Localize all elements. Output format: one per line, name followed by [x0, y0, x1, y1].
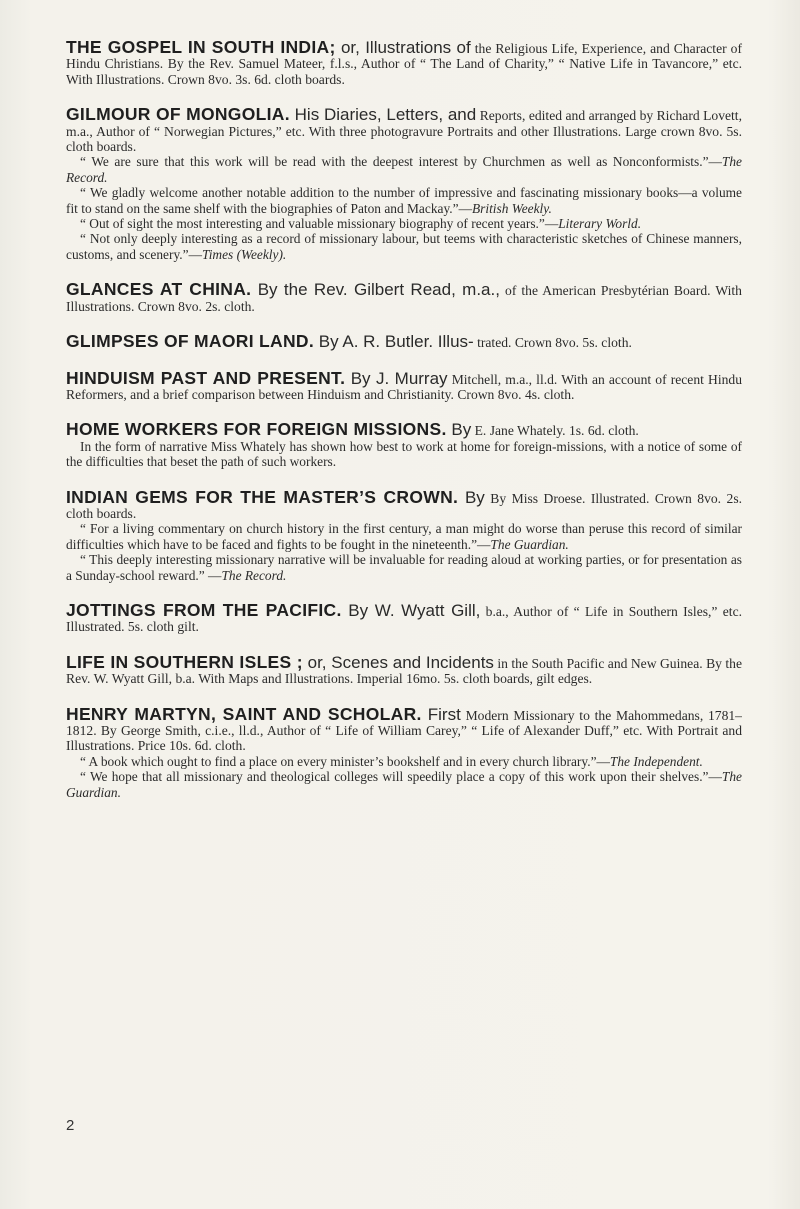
book-title: THE GOSPEL IN SOUTH INDIA;: [66, 37, 336, 57]
book-title: JOTTINGS FROM THE PACIFIC.: [66, 599, 342, 620]
review-source: The Guardian.: [66, 769, 742, 800]
book-description: trated. Crown 8vo. 5s. cloth.: [477, 335, 632, 351]
book-description: E. Jane Whately. 1s. 6d. cloth.: [474, 423, 639, 439]
book-description: the Religious Life, Experience, and Character of Hindu Christians. By the Rev. Samuel Mateer, f.l.s., Author of “ The Land of Charity,” “ Native Life in Tavancore,” etc. With Illustrations. Crown 8vo. 3s. 6d. cloth boards.: [66, 41, 742, 87]
book-description: Reports, edited and arranged by Richard Lovett, m.a., Author of “ Norwegian Pictures,” etc. With three photogravure Portraits and other Illustrations. Large crown 8vo. 5s. cloth boards.: [66, 108, 742, 155]
review-quote: “ For a living commentary on church history in the first century, a man might do worse than peruse this record of similar difficulties which have to be faced and fights to be fought in the nineteenth.”—The Guardian.: [66, 521, 742, 552]
review-quote: “ A book which ought to find a place on every minister’s bookshelf and in every church library.”—The Independent.: [80, 753, 703, 769]
book-entry: [66, 367, 743, 403]
book-subtitle: By A. R. Butler. Illus-: [314, 332, 474, 352]
review-source: The Record.: [221, 567, 287, 583]
page-number: 2: [66, 1117, 75, 1134]
review-source: The Record.: [66, 154, 742, 185]
book-subtitle: His Diaries, Letters, and: [289, 105, 477, 125]
book-subtitle: By W. Wyatt Gill,: [341, 600, 481, 620]
book-title: GLANCES AT CHINA.: [66, 279, 252, 300]
review-quote: “ We are sure that this work will be read with the deepest interest by Churchmen as well as Nonconformists.”—The Record.: [66, 154, 742, 185]
book-entry: [66, 419, 742, 470]
book-subtitle: By: [458, 487, 485, 507]
book-entry: [66, 37, 742, 87]
book-title: HOME WORKERS FOR FOREIGN MISSIONS.: [66, 419, 447, 440]
review-quote: “ Out of sight the most interesting and valuable missionary biography of recent years.”—Literary World.: [80, 216, 642, 232]
book-subtitle: or, Illustrations of: [335, 38, 471, 57]
book-subtitle: First: [421, 704, 461, 724]
book-title: INDIAN GEMS FOR THE MASTER’S CROWN.: [66, 486, 459, 507]
book-description: Modern Missionary to the Mahommedans, 1781–1812. By George Smith, c.i.e., ll.d., Author of “ Life of William Carey,” “ Life of Alexander Duff,” etc. With Portrait and Illustrations. Price 10s. 6d. cloth.: [66, 707, 742, 754]
book-description: in the South Pacific and New Guinea. By the Rev. W. Wyatt Gill, b.a. With Maps and Illustrations. Imperial 16mo. 5s. cloth boards, gilt edges.: [66, 655, 742, 687]
book-title: HINDUISM PAST AND PRESENT.: [66, 367, 346, 388]
review-source: The Guardian.: [490, 536, 569, 552]
book-description: b.a., Author of “ Life in Southern Isles,” etc. Illustrated. 5s. cloth gilt.: [66, 603, 742, 635]
review-quote: “ We gladly welcome another notable addition to the number of impressive and fascinating missionary books—a volume fit to stand on the same shelf with the biographies of Paton and Mackay.”—British Weekly.: [66, 185, 742, 216]
book-subtitle: By J. Murray: [345, 368, 448, 388]
review-quote: “ This deeply interesting missionary narrative will be invaluable for reading aloud at working parties, or for presentation as a Sunday-school reward.” —The Record.: [66, 552, 742, 583]
review-quote: In the form of narrative Miss Whately has shown how best to work at home for foreign-missions, with a notice of some of the difficulties that beset the path of such workers.: [66, 438, 742, 470]
book-subtitle: By the Rev. Gilbert Read, m.a.,: [251, 280, 500, 300]
book-description: Mitchell, m.a., ll.d. With an account of recent Hindu Reformers, and a brief comparison between Hinduism and Christianity. Crown 8vo. 4s. cloth.: [66, 371, 743, 402]
book-entry: [66, 703, 742, 800]
book-entry: [66, 599, 742, 635]
book-entry: [66, 104, 742, 262]
review-quote: “ Not only deeply interesting as a record of missionary labour, but teems with characteristic sketches of Chinese manners, customs, and scenery.”—Times (Weekly).: [66, 231, 742, 262]
book-description: By Miss Droese. Illustrated. Crown 8vo. 2s. cloth boards.: [66, 490, 743, 521]
book-title: LIFE IN SOUTHERN ISLES ;: [66, 651, 303, 672]
review-source: Times (Weekly).: [201, 246, 287, 262]
book-description: of the American Presbytérian Board. With Illustrations. Crown 8vo. 2s. cloth.: [66, 283, 742, 314]
review-quote: “ We hope that all missionary and theological colleges will speedily place a copy of this work upon their shelves.”—The Guardian.: [66, 769, 742, 800]
review-source: Literary World.: [558, 216, 642, 232]
book-entry: [66, 331, 742, 352]
book-list: [66, 37, 743, 820]
book-entry: [66, 486, 743, 583]
book-title: GLIMPSES OF MAORI LAND.: [66, 331, 315, 352]
book-subtitle: or, Scenes and Incidents: [302, 652, 494, 672]
book-title: HENRY MARTYN, SAINT AND SCHOLAR.: [66, 703, 422, 724]
review-source: British Weekly.: [471, 200, 552, 216]
book-entry: [66, 651, 742, 687]
book-entry: [66, 279, 742, 314]
book-title: GILMOUR OF MONGOLIA.: [66, 104, 290, 125]
book-subtitle: By: [446, 420, 472, 440]
review-source: The Independent.: [609, 753, 703, 769]
